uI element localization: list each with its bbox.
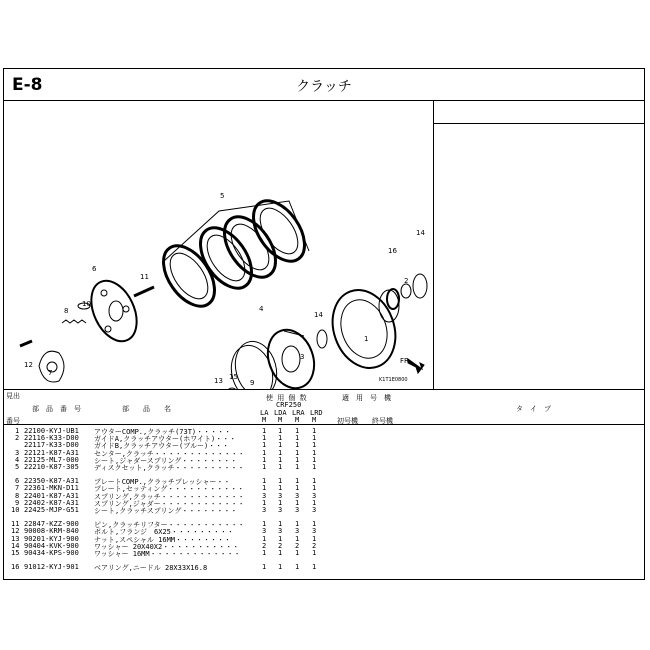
quantity-lda: 1: [278, 455, 283, 464]
setting-plate-7: [39, 351, 64, 382]
header-model: CRF250: [276, 401, 302, 409]
part-name: ディスクセット,クラッチ・・・・・・・・・・: [94, 464, 245, 472]
quantity-lra: 1: [295, 563, 300, 572]
quantity-lra: 1: [295, 434, 300, 443]
quantity-lda: 3: [278, 506, 283, 514]
quantity-lrd: 1: [312, 463, 317, 471]
table-row: [4, 549, 434, 558]
header-suffix-4: M: [312, 416, 317, 424]
clutch-center-3: [260, 323, 322, 389]
part-number: 22125-ML7-000: [24, 455, 79, 464]
pressure-plate-6: [82, 274, 145, 349]
quantity-lra: 3: [295, 491, 300, 500]
ref-number: 13: [11, 534, 20, 543]
part-name: ベアリング,ニードル 28X33X16.8: [94, 564, 208, 573]
quantity-lra: 1: [295, 427, 300, 435]
part-number: 22402-K87-A31: [24, 498, 79, 507]
needle-bearing-16: [387, 289, 399, 309]
quantity-lda: 1: [278, 477, 283, 486]
quantity-la: 1: [262, 441, 267, 450]
quantity-lra: 1: [295, 477, 300, 486]
quantity-lda: 1: [278, 534, 283, 543]
part-number: 22847-KZZ-900: [24, 520, 79, 529]
quantity-lra: 1: [295, 441, 300, 450]
ref-number: 14: [11, 541, 20, 550]
part-number: 90434-KPS-900: [24, 549, 79, 557]
header-applicable: 適 用 号 機: [342, 394, 391, 402]
part-name: プレート,セッティング・・・・・・・・・・・: [94, 485, 245, 494]
quantity-la: 1: [262, 534, 267, 543]
quantity-lda: 1: [278, 520, 283, 529]
part-name: センター,クラッチ・・・・・・・・・・・・・: [94, 449, 245, 458]
quantity-la: 1: [262, 448, 267, 457]
part-name: スプリング,クラッチ・・・・・・・・・・・・: [94, 492, 245, 501]
callout-12: 12: [24, 361, 33, 369]
quantity-lda: 1: [278, 498, 283, 507]
header-first-unit: 初号機: [337, 417, 358, 425]
quantity-lrd: 3: [312, 491, 317, 500]
quantity-lda: 3: [278, 527, 283, 536]
quantity-lra: 1: [295, 484, 300, 493]
quantity-la: 1: [262, 455, 267, 464]
quantity-la: 1: [262, 427, 267, 435]
ref-number: 10: [11, 506, 20, 514]
table-row: [4, 463, 434, 472]
quantity-lrd: 1: [312, 434, 317, 443]
ref-number: 11: [11, 520, 20, 529]
part-name: プレートCOMP.,クラッチプレッシャー・・: [94, 478, 231, 487]
quantity-lrd: 3: [312, 527, 317, 536]
ref-number: 2: [15, 434, 20, 443]
part-name: ボルト,フランジ 6X25・・・・・・・・・: [94, 528, 234, 537]
quantity-lrd: 1: [312, 520, 317, 529]
section-title: クラッチ: [296, 79, 352, 95]
quantity-lrd: 1: [312, 441, 317, 450]
quantity-lda: 1: [278, 427, 283, 435]
quantity-lda: 1: [278, 484, 283, 493]
quantity-la: 3: [262, 491, 267, 500]
header-variant-la: LA: [260, 409, 269, 417]
part-number: 22425-MJP-G51: [24, 506, 79, 514]
clutch-outer-1: [322, 281, 406, 377]
header-suffix-3: M: [295, 416, 300, 424]
quantity-la: 1: [262, 520, 267, 529]
part-number: 90201-KYJ-900: [24, 534, 79, 543]
quantity-la: 1: [262, 549, 267, 557]
part-number: 22350-K87-A31: [24, 477, 79, 486]
header-suffix-2: M: [278, 416, 283, 424]
quantity-la: 1: [262, 484, 267, 493]
ref-number: 12: [11, 527, 20, 536]
quantity-lrd: 1: [312, 563, 317, 572]
parts-catalog-page: [3, 68, 645, 580]
callout-8: 8: [64, 307, 69, 315]
lifter-pin-11: [134, 287, 154, 296]
part-name: シート,ジャダースプリング・・・・・・・・: [94, 456, 238, 465]
clutch-exploded-view: [4, 101, 433, 389]
quantity-la: 3: [262, 527, 267, 536]
quantity-lrd: 1: [312, 427, 317, 435]
part-name: ワッシャー 20X40X2・・・・・・・・・・・: [94, 542, 240, 551]
quantity-lda: 1: [278, 434, 283, 443]
quantity-lrd: 2: [312, 541, 317, 550]
part-name: ガイドA,クラッチアウター(ホワイト)・・・: [94, 435, 237, 444]
part-number: 22100-KYJ-UB1: [24, 427, 79, 435]
quantity-lrd: 1: [312, 484, 317, 493]
ref-number: 16: [11, 563, 20, 572]
part-name: アウターCOMP.,クラッチ(73T)・・・・・: [94, 428, 232, 436]
quantity-la: 1: [262, 498, 267, 507]
header-suffix-1: M: [262, 416, 267, 424]
callout-14a: 14: [314, 311, 323, 319]
part-number: 22210-K87-305: [24, 463, 79, 471]
quantity-lra: 2: [295, 541, 300, 550]
table-row: [4, 506, 434, 515]
callout-10: 10: [82, 300, 91, 308]
header-part-number: 部 品 番 号: [32, 405, 81, 413]
quantity-lra: 3: [295, 527, 300, 536]
header-variant-lra: LRA: [292, 409, 305, 417]
quantity-lda: 1: [278, 448, 283, 457]
part-name: ピン,クラッチリフター・・・・・・・・・・・: [94, 521, 245, 530]
ref-number: 5: [15, 463, 20, 471]
part-name: シート,クラッチスプリング・・・・・・・・: [94, 507, 238, 515]
callout-3: 3: [300, 353, 305, 361]
callout-1: 1: [364, 335, 369, 343]
quantity-lra: 1: [295, 520, 300, 529]
header-bangou: 番号: [6, 417, 20, 425]
ref-number: 8: [15, 491, 20, 500]
quantity-la: 1: [262, 477, 267, 486]
part-name: ワッシャー 16MM・・・・・・・・・・・・・: [94, 550, 241, 558]
quantity-lrd: 3: [312, 506, 317, 514]
side-panel: [434, 101, 645, 389]
part-name: ナット,スペシャル 16MM・・・・・・・・: [94, 535, 232, 544]
callout-9: 9: [250, 379, 255, 387]
callout-6: 6: [92, 265, 97, 273]
part-name: ガイドB,クラッチアウター(ブルー)・・・: [94, 442, 230, 451]
section-code: E-8: [12, 75, 43, 95]
callout-7: 7: [48, 369, 53, 377]
part-number: 90008-KRM-840: [24, 527, 79, 536]
quantity-la: 2: [262, 541, 267, 550]
ref-number: 4: [15, 455, 20, 464]
part-number: 90404-KVK-900: [24, 541, 79, 550]
quantity-la: 1: [262, 563, 267, 572]
quantity-lda: 2: [278, 541, 283, 550]
quantity-lda: 1: [278, 563, 283, 572]
header-variant-lrd: LRD: [310, 409, 323, 417]
quantity-lra: 1: [295, 534, 300, 543]
washer-14-left: [317, 330, 327, 348]
callout-4: 4: [259, 305, 264, 313]
header-last-unit: 終号機: [372, 417, 393, 425]
exploded-diagram: [4, 101, 434, 389]
header-kenshutsu: 見出: [6, 392, 20, 400]
ref-number: 15: [11, 549, 20, 557]
parts-table: [4, 389, 644, 579]
quantity-lra: 3: [295, 506, 300, 514]
ref-number: 6: [15, 477, 20, 486]
bolt-12: [20, 341, 32, 346]
callout-11: 11: [140, 273, 149, 281]
table-row: [4, 563, 434, 572]
callout-15: 15: [229, 373, 238, 381]
ref-number: 9: [15, 498, 20, 507]
callout-2: 2: [404, 277, 409, 285]
quantity-lrd: 1: [312, 534, 317, 543]
quantity-lrd: 1: [312, 455, 317, 464]
quantity-la: 1: [262, 434, 267, 443]
quantity-lrd: 1: [312, 549, 317, 557]
quantity-lra: 1: [295, 498, 300, 507]
page-header: [4, 69, 644, 101]
illustration-code: K1T1E0800: [379, 377, 408, 383]
washer-14-right: [413, 274, 427, 298]
fr-label: FR.: [400, 357, 411, 365]
quantity-lda: 1: [278, 441, 283, 450]
quantity-la: 3: [262, 506, 267, 514]
part-number: 22117-K33-D00: [24, 441, 79, 450]
quantity-lrd: 1: [312, 477, 317, 486]
part-number: 91012-KYJ-901: [24, 563, 79, 572]
part-name: スプリング,ジャダー・・・・・・・・・・・・: [94, 499, 245, 508]
ref-number: 3: [15, 448, 20, 457]
part-number: 22121-K87-A31: [24, 448, 79, 457]
quantity-lda: 3: [278, 491, 283, 500]
callout-14b: 14: [416, 229, 425, 237]
quantity-la: 1: [262, 463, 267, 471]
quantity-lrd: 1: [312, 498, 317, 507]
part-number: 22401-K87-A31: [24, 491, 79, 500]
part-number: 22361-MKN-D11: [24, 484, 79, 493]
quantity-lda: 1: [278, 463, 283, 471]
header-variant-lda: LDA: [274, 409, 287, 417]
quantity-lra: 1: [295, 448, 300, 457]
quantity-lrd: 1: [312, 448, 317, 457]
callout-16: 16: [388, 247, 397, 255]
quantity-lra: 1: [295, 549, 300, 557]
ref-number: 7: [15, 484, 20, 493]
header-type: タ イ プ: [516, 405, 551, 413]
callout-13: 13: [214, 377, 223, 385]
quantity-lra: 1: [295, 463, 300, 471]
quantity-lra: 1: [295, 455, 300, 464]
header-usage: 使 用 個 数: [266, 394, 307, 402]
guide-2: [401, 284, 411, 298]
disc-set-5: [153, 192, 315, 316]
header-part-name: 部 品 名: [122, 405, 171, 413]
quantity-lda: 1: [278, 549, 283, 557]
part-number: 22116-K33-D00: [24, 434, 79, 443]
callout-5: 5: [220, 192, 225, 200]
ref-number: 1: [15, 427, 20, 435]
